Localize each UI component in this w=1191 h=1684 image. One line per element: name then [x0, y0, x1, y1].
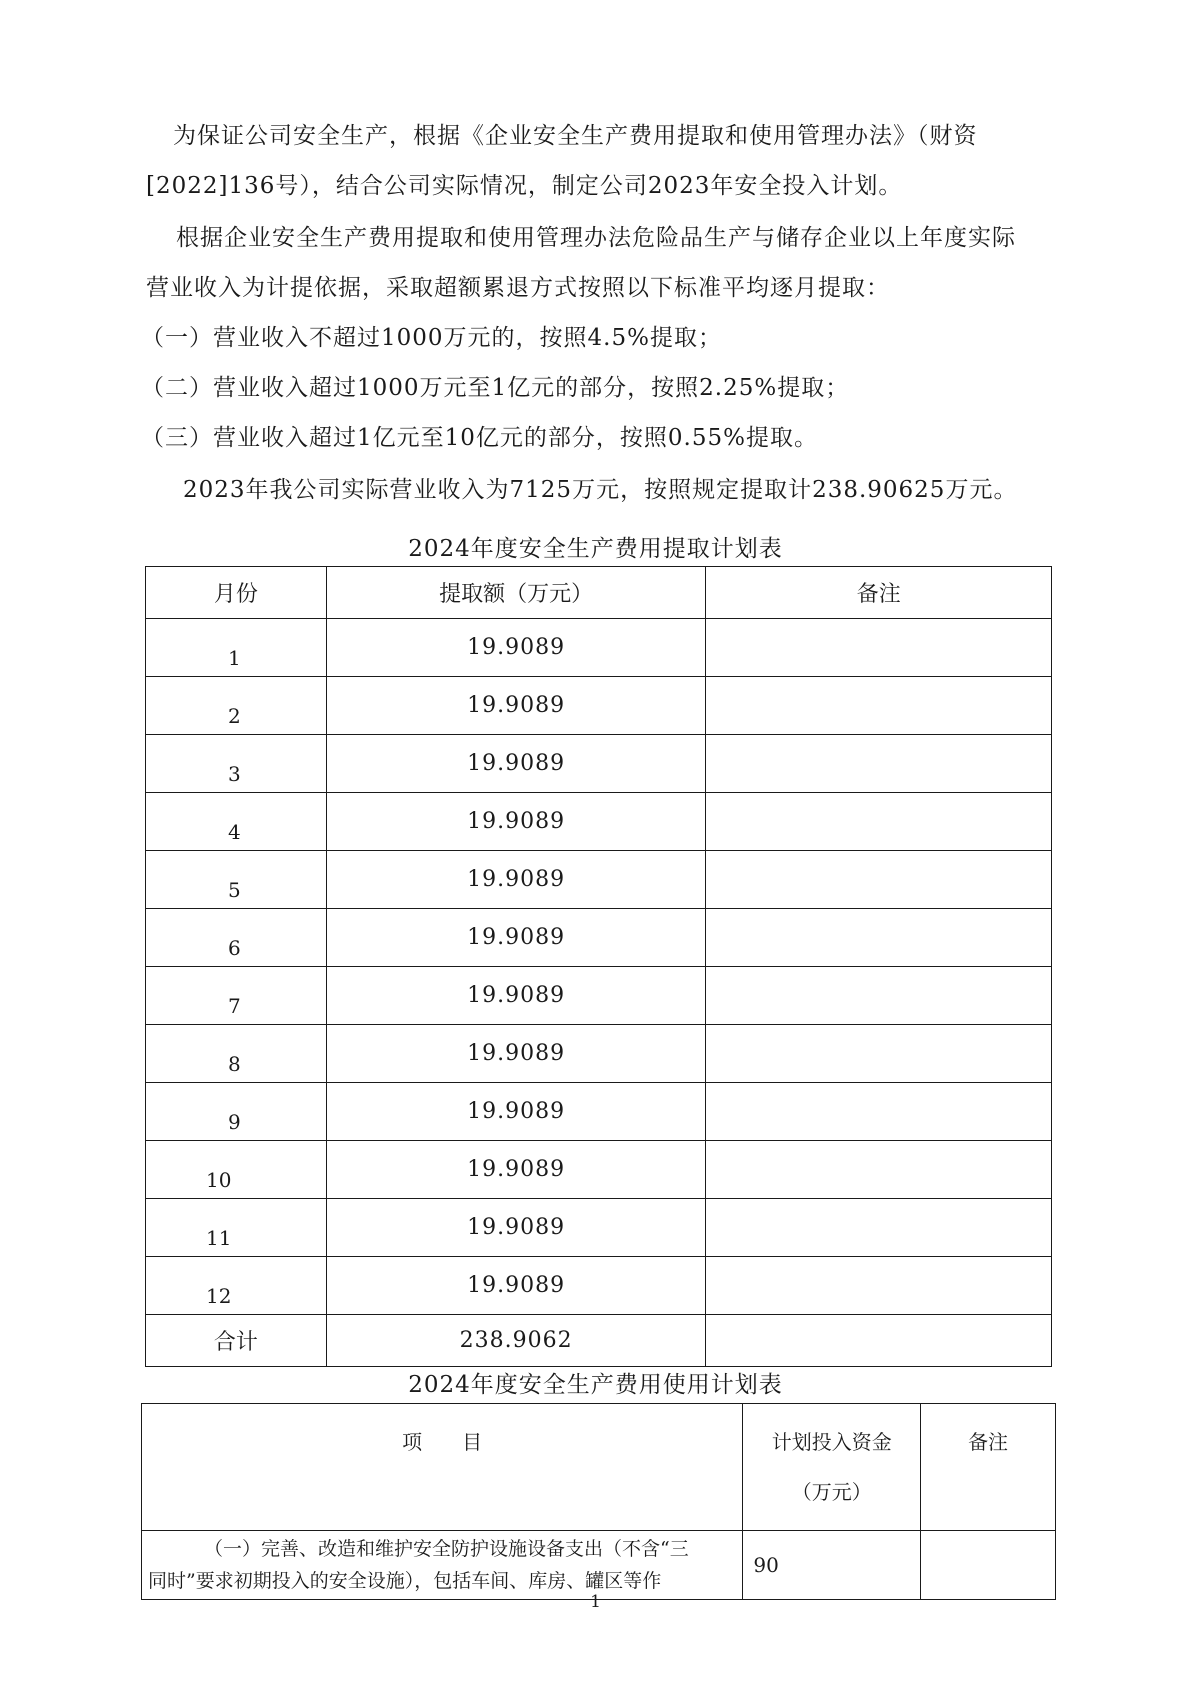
amount-cell: 19.9089 [326, 677, 706, 735]
usage-table-title: 2024年度安全生产费用使用计划表 [408, 1372, 783, 1398]
note-cell [706, 619, 1052, 677]
header-project: 项 目 [142, 1404, 743, 1531]
project-description-line1: （一）完善、改造和维护安全防护设施设备支出（不含“三 [204, 1538, 689, 1560]
note-cell [706, 1199, 1052, 1257]
extraction-table-title: 2024年度安全生产费用提取计划表 [408, 536, 783, 562]
header-planned [743, 1404, 921, 1531]
table-row [146, 619, 1052, 677]
month-cell: 10 [146, 1141, 327, 1199]
month-cell: 12 [146, 1257, 327, 1315]
amount-cell: 19.9089 [326, 851, 706, 909]
basis-paragraph-line2: 营业收入为计提依据，采取超额累退方式按照以下标准平均逐月提取： [146, 275, 890, 301]
table-row [146, 677, 1052, 735]
page-number: 1 [590, 1592, 601, 1612]
month-cell: 3 [146, 735, 327, 793]
header-month: 月份 [146, 567, 327, 619]
amount-cell: 19.9089 [326, 909, 706, 967]
amount-cell: 19.9089 [326, 1083, 706, 1141]
amount-cell: 19.9089 [326, 1257, 706, 1315]
table-header-row [146, 567, 1052, 619]
total-row [146, 1315, 1052, 1367]
header-note: 备注 [921, 1404, 1056, 1531]
rate-item-3: （三）营业收入超过1亿元至10亿元的部分，按照0.55%提取。 [141, 425, 818, 451]
usage-plan-table [141, 1403, 1056, 1600]
amount-cell: 19.9089 [326, 967, 706, 1025]
note-cell [706, 1025, 1052, 1083]
amount-cell: 19.9089 [326, 793, 706, 851]
total-note [706, 1315, 1052, 1367]
month-cell: 9 [146, 1083, 327, 1141]
project-description [142, 1531, 743, 1600]
rate-item-1: （一）营业收入不超过1000万元的，按照4.5%提取； [141, 325, 722, 351]
note-cell [706, 851, 1052, 909]
table-row [146, 1025, 1052, 1083]
note-cell [706, 677, 1052, 735]
header-amount: 提取额（万元） [326, 567, 706, 619]
extraction-plan-table [145, 566, 1052, 1367]
header-planned-unit: （万元） [791, 1480, 872, 1504]
project-description-line2: 同时”要求初期投入的安全设施），包括车间、库房、罐区等作 [148, 1570, 662, 1592]
note-cell [706, 1083, 1052, 1141]
month-cell: 5 [146, 851, 327, 909]
month-cell: 11 [146, 1199, 327, 1257]
intro-paragraph-line1: 为保证公司安全生产，根据《企业安全生产费用提取和使用管理办法》（财资 [173, 123, 978, 149]
table-header-row [142, 1404, 1056, 1531]
amount-cell: 19.9089 [326, 619, 706, 677]
table-row [146, 1257, 1052, 1315]
month-cell: 6 [146, 909, 327, 967]
table-row [146, 909, 1052, 967]
month-cell: 7 [146, 967, 327, 1025]
table-row [142, 1531, 1056, 1600]
project-note [921, 1531, 1056, 1600]
note-cell [706, 735, 1052, 793]
note-cell [706, 1141, 1052, 1199]
note-cell [706, 909, 1052, 967]
total-amount: 238.9062 [326, 1315, 706, 1367]
amount-cell: 19.9089 [326, 1025, 706, 1083]
basis-paragraph-line1: 根据企业安全生产费用提取和使用管理办法危险品生产与储存企业以上年度实际 [176, 225, 1016, 251]
header-note: 备注 [706, 567, 1052, 619]
header-planned-label: 计划投入资金 [771, 1430, 892, 1454]
note-cell [706, 1257, 1052, 1315]
intro-paragraph-line2: [2022]136号），结合公司实际情况，制定公司2023年安全投入计划。 [146, 173, 903, 199]
table-row [146, 1083, 1052, 1141]
table-row [146, 735, 1052, 793]
amount-cell: 19.9089 [326, 735, 706, 793]
revenue-summary: 2023年我公司实际营业收入为7125万元，按照规定提取计238.90625万元。 [183, 477, 1018, 503]
amount-cell: 19.9089 [326, 1141, 706, 1199]
planned-amount: 90 [743, 1531, 921, 1600]
table-row [146, 1199, 1052, 1257]
table-row [146, 793, 1052, 851]
month-cell: 4 [146, 793, 327, 851]
month-cell: 1 [146, 619, 327, 677]
table-row [146, 967, 1052, 1025]
month-cell: 2 [146, 677, 327, 735]
amount-cell: 19.9089 [326, 1199, 706, 1257]
table-row [146, 1141, 1052, 1199]
note-cell [706, 793, 1052, 851]
rate-item-2: （二）营业收入超过1000万元至1亿元的部分，按照2.25%提取； [141, 375, 850, 401]
note-cell [706, 967, 1052, 1025]
month-cell: 8 [146, 1025, 327, 1083]
table-row [146, 851, 1052, 909]
total-label: 合计 [146, 1315, 327, 1367]
